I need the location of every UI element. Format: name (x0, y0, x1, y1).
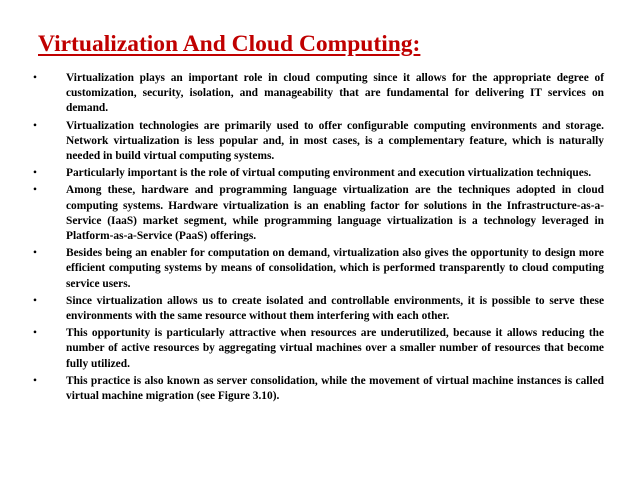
bullet-text: Among these, hardware and programming language virtualization are the techniques adopted in cloud computing systems. Hardware virtualization is an enabling factor for solutions in the Infrastructure-as-a-Service (IaaS) market segment, while programming language virtualization is a technology leveraged in Platform-as-a-Service (PaaS) offerings. (66, 184, 604, 243)
bullet-item (33, 294, 604, 324)
bullet-text: Particularly important is the role of virtual computing environment and execution virtualization techniques. (66, 167, 592, 180)
bullet-item (33, 246, 604, 292)
bullet-icon: • (33, 374, 37, 387)
bullet-icon: • (33, 294, 37, 307)
bullet-text: Virtualization technologies are primarily used to offer configurable computing environments and storage. Network virtualization is less popular and, in most cases, is a complementary feature, which is naturally needed in build virtual computing systems. (66, 119, 604, 163)
bullet-item (33, 119, 604, 165)
bullet-item (33, 183, 604, 244)
bullet-icon: • (33, 119, 37, 132)
bullet-icon: • (33, 327, 37, 340)
bullet-icon: • (33, 167, 37, 180)
bullet-item (33, 374, 604, 404)
bullet-text: Virtualization plays an important role in cloud computing since it allows for the appropriate degree of customization, security, isolation, and manageability that are fundamental for delivering IT services on demand. (66, 72, 604, 115)
bullet-list (33, 71, 604, 406)
bullet-icon: • (33, 184, 37, 197)
bullet-icon: • (33, 247, 37, 260)
slide-title: Virtualization And Cloud Computing: (38, 31, 421, 57)
bullet-icon: • (33, 72, 37, 84)
bullet-item (33, 71, 604, 117)
bullet-item (33, 326, 604, 372)
bullet-text: This opportunity is particularly attractive when resources are underutilized, because it allows reducing the number of active resources by aggregating virtual machines over a smaller number of resources that become fully utilized. (66, 327, 604, 370)
bullet-text: This practice is also known as server consolidation, while the movement of virtual machine instances is called virtual machine migration (see Figure 3.10). (66, 374, 604, 403)
bullet-text: Besides being an enabler for computation on demand, virtualization also gives the opportunity to design more efficient computing systems by means of consolidation, which is performed transparently to cloud computing service users. (66, 247, 604, 290)
bullet-item (33, 166, 604, 181)
bullet-text: Since virtualization allows us to create isolated and controllable environments, it is possible to serve these environments with the same resource without them interfering with each other. (66, 294, 604, 323)
